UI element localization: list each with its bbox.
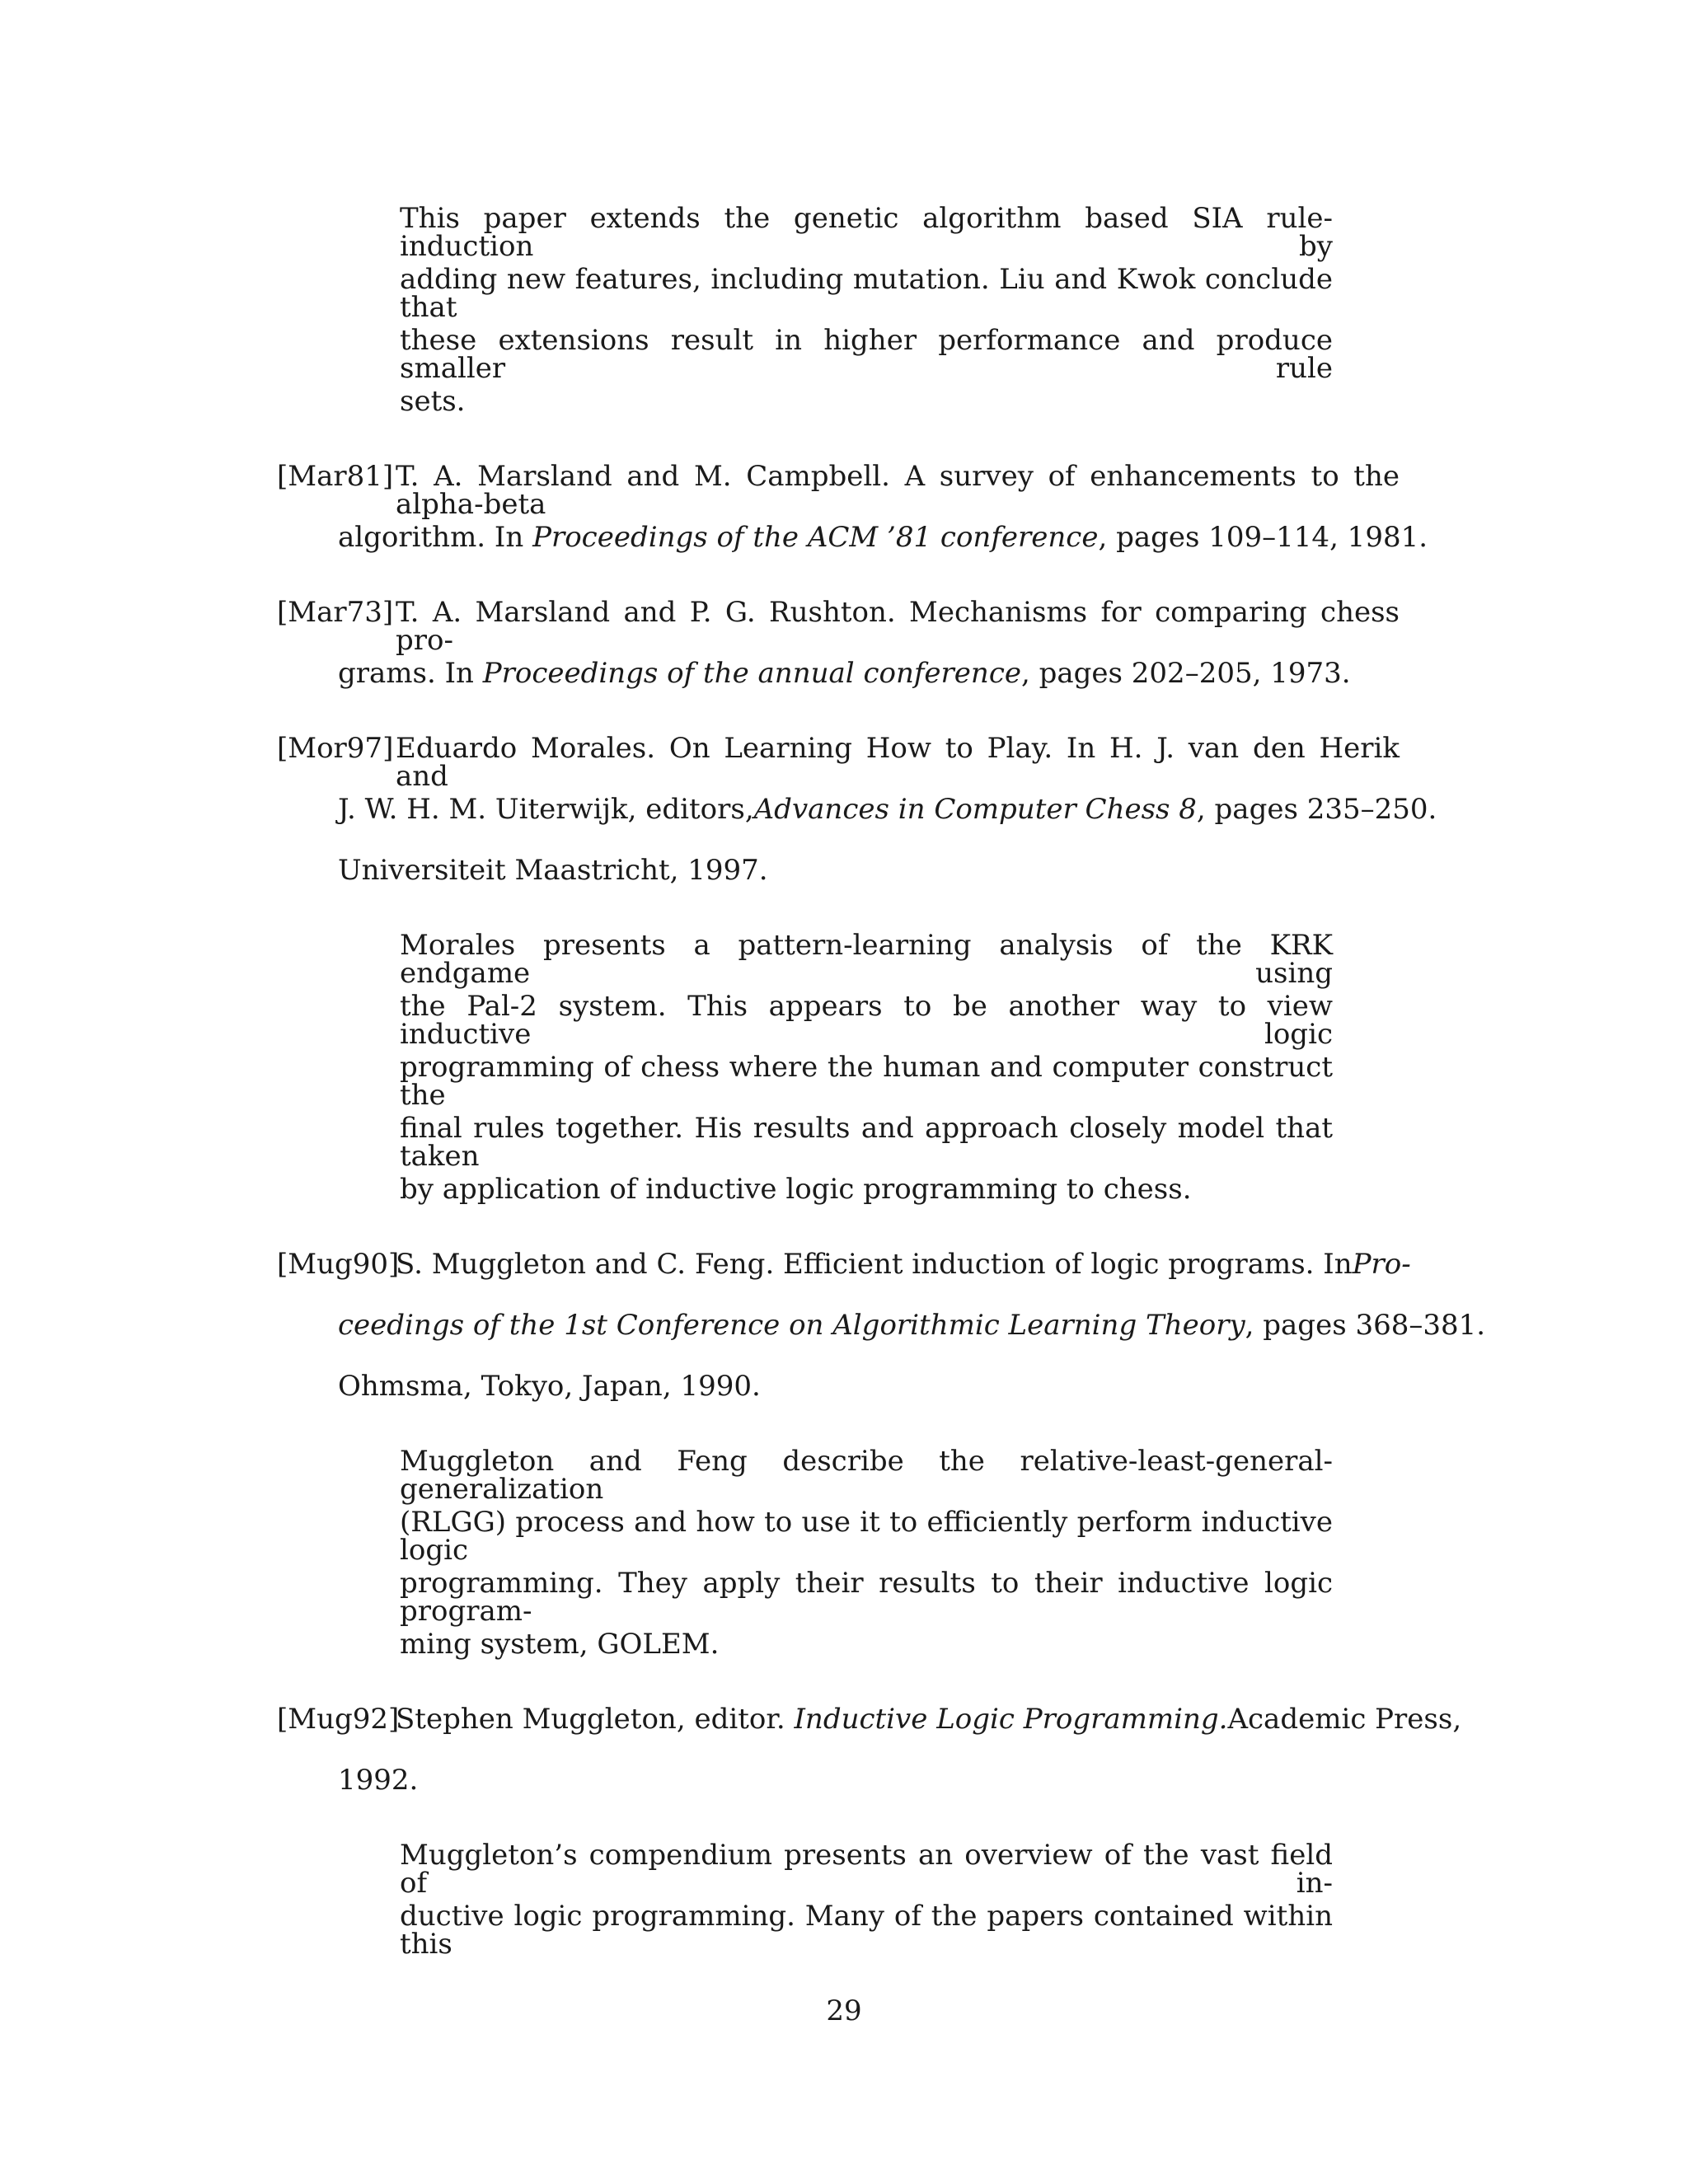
annotation-line: ductive logic programming. Many of the papers contained within this bbox=[400, 1900, 1333, 1961]
page-number: 29 bbox=[826, 1994, 862, 2027]
book-title: Advances in Computer Chess 8 bbox=[753, 793, 1197, 826]
reference-mug90 bbox=[277, 1248, 1411, 1281]
reference-text: T. A. Marsland and P. G. Rushton. Mechanisms for comparing chess pro- bbox=[396, 596, 1400, 657]
reference-text: T. A. Marsland and M. Campbell. A survey of enhancements to the alpha-beta bbox=[396, 460, 1400, 521]
annotation-line: Morales presents a pattern-learning analysis of the KRK endgame using bbox=[400, 929, 1333, 990]
reference-mar81 bbox=[277, 460, 1400, 521]
reference-key: [Mar81] bbox=[277, 460, 394, 493]
venue-title: ceedings of the 1st Conference on Algorithmic Learning Theory bbox=[338, 1309, 1245, 1342]
reference-mug92 bbox=[277, 1703, 1462, 1736]
annotation-line: Muggleton’s compendium presents an overview of the vast field of in- bbox=[400, 1839, 1333, 1900]
reference-key: [Mor97] bbox=[277, 732, 394, 765]
annotation-line: programming of chess where the human and computer construct the bbox=[400, 1051, 1333, 1112]
reference-key: [Mar73] bbox=[277, 596, 394, 629]
reference-continuation: Ohmsma, Tokyo, Japan, 1990. bbox=[338, 1370, 761, 1403]
venue-title: Proceedings of the ACM ’81 conference bbox=[532, 521, 1099, 554]
annotation-line: by application of inductive logic programming to chess. bbox=[400, 1173, 1192, 1206]
reference-continuation: algorithm. In Proceedings of the ACM ’81 conference, pages 109–114, 1981. bbox=[338, 521, 1428, 554]
reference-continuation: 1992. bbox=[338, 1764, 419, 1797]
annotation-line: programming. They apply their results to their inductive logic program- bbox=[400, 1567, 1333, 1628]
reference-text: S. Muggleton and C. Feng. Efficient induction of logic programs. In Pro- bbox=[396, 1248, 1411, 1281]
reference-text: Stephen Muggleton, editor. Inductive Logic Programming. Academic Press, bbox=[396, 1703, 1462, 1736]
reference-key: [Mug92] bbox=[277, 1703, 400, 1736]
annotation-line: This paper extends the genetic algorithm based SIA rule-induction by bbox=[400, 202, 1333, 263]
reference-key: [Mug90] bbox=[277, 1248, 400, 1281]
annotation-line: sets. bbox=[400, 385, 466, 418]
annotation-line: final rules together. His results and approach closely model that taken bbox=[400, 1112, 1333, 1173]
reference-continuation: Universiteit Maastricht, 1997. bbox=[338, 854, 768, 887]
reference-mar73 bbox=[277, 596, 1400, 657]
annotation-line: ming system, GOLEM. bbox=[400, 1628, 720, 1661]
annotation-line: the Pal-2 system. This appears to be another way to view inductive logic bbox=[400, 990, 1333, 1051]
reference-text: Eduardo Morales. On Learning How to Play. In H. J. van den Herik and bbox=[396, 732, 1400, 793]
reference-continuation: ceedings of the 1st Conference on Algorithmic Learning Theory , pages 368–381. bbox=[338, 1309, 1486, 1342]
reference-continuation: grams. In Proceedings of the annual conference, pages 202–205, 1973. bbox=[338, 657, 1351, 690]
annotation-line: these extensions result in higher performance and produce smaller rule bbox=[400, 324, 1333, 385]
venue-title: Proceedings of the annual conference bbox=[482, 657, 1021, 690]
reference-mor97 bbox=[277, 732, 1400, 793]
reference-continuation: J. W. H. M. Uiterwijk, editors, Advances in Computer Chess 8, pages 235–250. bbox=[338, 793, 1437, 826]
annotation-line: (RLGG) process and how to use it to efficiently perform inductive logic bbox=[400, 1506, 1333, 1567]
annotation-line: adding new features, including mutation. Liu and Kwok conclude that bbox=[400, 263, 1333, 324]
annotation-line: Muggleton and Feng describe the relative-least-general-generalization bbox=[400, 1445, 1333, 1506]
book-title: Inductive Logic Programming. bbox=[794, 1703, 1228, 1736]
